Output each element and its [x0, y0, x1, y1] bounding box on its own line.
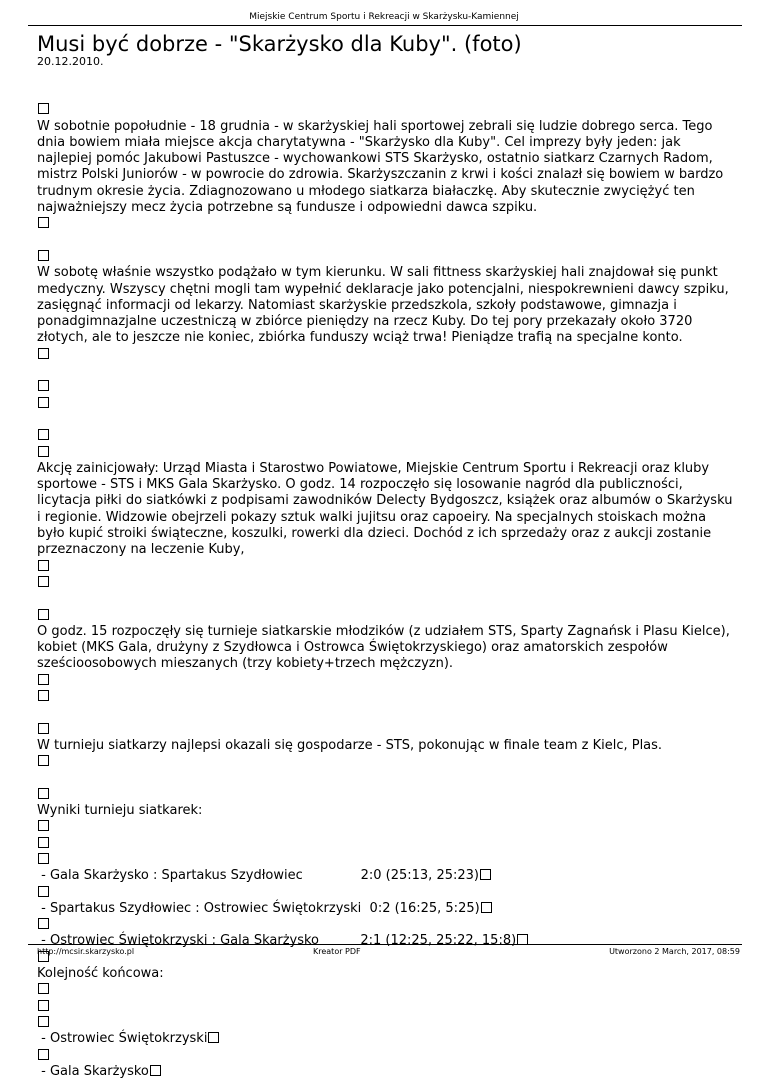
standing-text: - Ostrowiec Świętokrzyski	[37, 1031, 208, 1047]
results-heading: Wyniki turnieju siatkarek:	[37, 803, 203, 819]
spacer-line	[37, 770, 737, 786]
placeholder-box-line	[37, 852, 737, 868]
match-text: - Spartakus Szydłowiec : Ostrowiec Świętokrzyski 0:2 (16:25, 5:25)	[37, 900, 480, 916]
placeholder-box-line	[37, 559, 737, 575]
missing-image-icon	[38, 250, 49, 261]
missing-image-icon	[38, 918, 49, 929]
placeholder-box-line	[37, 608, 737, 624]
placeholder-box-line	[37, 379, 737, 395]
paragraph: W sobotę właśnie wszystko podążało w tym kierunku. W sali fittness skarżyskiej hali znajdował się punkt medyczny. Wszyscy chętni mogli tam wypełnić deklaracje jako potencjalni, niespokrewnieni dawcy szpiku, zasięgnąć informacji od lekarzy. Natomiast skarżyskie przedszkola, szkoły podstawowe, gimnazja i ponadgimnazjalne uczestniczą w zbiórce pieniędzy na rzecz Kuby. Do tej pory przekazały około 3720 złotych, ale to jeszcze nie koniec, zbiórka funduszy wciąż trwa! Pieniądze trafią na specjalne konto.	[37, 265, 729, 346]
missing-image-icon	[480, 869, 491, 880]
missing-image-icon	[38, 1016, 49, 1027]
placeholder-box-line	[37, 722, 737, 738]
missing-image-icon	[38, 1049, 49, 1060]
missing-image-icon	[208, 1032, 219, 1043]
missing-image-icon	[38, 576, 49, 587]
missing-image-icon	[481, 902, 492, 913]
article-body	[37, 86, 737, 1080]
paragraph: W turnieju siatkarzy najlepsi okazali się gospodarze - STS, pokonując w finale team z Kielc, Plas.	[37, 737, 663, 753]
match-result	[37, 901, 737, 917]
final-standings-heading: Kolejność końcowa:	[37, 966, 164, 982]
spacer-line	[37, 86, 737, 102]
placeholder-box-line	[37, 216, 737, 232]
placeholder-box-line	[37, 999, 737, 1015]
article-date: 20.12.2010.	[37, 55, 104, 68]
paragraph: O godz. 15 rozpoczęły się turnieje siatkarskie młodzików (z udziałem STS, Sparty Zagnańsk i Plasu Kielce), kobiet (MKS Gala, drużyny z Szydłowca i Ostrowca Świętokrzyskiego) oraz amatorskich zespołów sześcioosobowych mieszanych (trzy kobiety+trzech mężczyzn).	[37, 623, 730, 672]
missing-image-icon	[38, 217, 49, 228]
header-divider	[28, 25, 742, 26]
placeholder-box-line	[37, 917, 737, 933]
footer-generator: Kreator PDF	[313, 947, 361, 956]
standing-item	[37, 1064, 737, 1080]
placeholder-box-line	[37, 347, 737, 363]
paragraph: Akcję zainicjowały: Urząd Miasta i Starostwo Powiatowe, Miejskie Centrum Sportu i Rekreacji oraz kluby sportowe - STS i MKS Gala Skarżysko. O godz. 14 rozpoczęło się losowanie nagród dla publiczności, licytacja piłki do siatkówki z podpisami zawodników Delecty Bydgoszcz, książek oraz albumów o Skarżysku i regionie. Widzowie obejrzeli pokazy sztuk walki jujitsu oraz capoeiry. Na specjalnych stoiskach można było kupić stroiki świąteczne, koszulki, rowerki dla dzieci. Dochód z ich sprzedaży oraz z aukcji zostanie przeznaczony na leczenie Kuby,	[37, 460, 733, 558]
missing-image-icon	[38, 886, 49, 897]
missing-image-icon	[38, 103, 49, 114]
placeholder-box-line	[37, 689, 737, 705]
missing-image-icon	[38, 723, 49, 734]
standing-text: - Gala Skarżysko	[37, 1063, 149, 1079]
placeholder-box-line	[37, 819, 737, 835]
spacer-line	[37, 412, 737, 428]
placeholder-box-line	[37, 1015, 737, 1031]
placeholder-box-line	[37, 249, 737, 265]
missing-image-icon	[150, 1065, 161, 1076]
placeholder-box-line	[37, 982, 737, 998]
footer-url: http://mcsir.skarzysko.pl	[37, 947, 135, 956]
article-title: Musi być dobrze - "Skarżysko dla Kuby". (foto)	[37, 32, 522, 56]
footer-divider	[28, 944, 742, 945]
footer-created: Utworzono 2 March, 2017, 08:59	[609, 947, 740, 956]
missing-image-icon	[38, 755, 49, 766]
missing-image-icon	[38, 560, 49, 571]
missing-image-icon	[38, 380, 49, 391]
placeholder-box-line	[37, 885, 737, 901]
standing-item	[37, 1031, 737, 1047]
spacer-line	[37, 363, 737, 379]
placeholder-box-line	[37, 445, 737, 461]
placeholder-box-line	[37, 102, 737, 118]
missing-image-icon	[38, 983, 49, 994]
placeholder-box-line	[37, 836, 737, 852]
placeholder-box-line	[37, 673, 737, 689]
missing-image-icon	[38, 446, 49, 457]
placeholder-box-line	[37, 754, 737, 770]
placeholder-box-line	[37, 575, 737, 591]
missing-image-icon	[38, 609, 49, 620]
page-header-title: Miejskie Centrum Sportu i Rekreacji w Skarżysku-Kamiennej	[249, 12, 519, 22]
missing-image-icon	[38, 837, 49, 848]
missing-image-icon	[38, 853, 49, 864]
missing-image-icon	[38, 1000, 49, 1011]
missing-image-icon	[38, 429, 49, 440]
missing-image-icon	[38, 397, 49, 408]
match-result	[37, 868, 737, 884]
match-text: - Ostrowiec Świętokrzyski : Gala Skarżysko 2:1 (12:25, 25:22, 15:8)	[37, 933, 517, 949]
spacer-line	[37, 705, 737, 721]
paragraph: W sobotnie popołudnie - 18 grudnia - w skarżyskiej hali sportowej zebrali się ludzie dobrego serca. Tego dnia bowiem miała miejsce akcja charytatywna - "Skarżysko dla Kuby". Cel imprezy były jeden: jak najlepiej pomóc Jakubowi Pastuszce - wychowankowi STS Skarżysko, ostatnio siatkarz Czarnych Radom, mistrz Polski Juniorów - w powrocie do zdrowia. Skarżyszczanin z krwi i kości znalazł się bowiem w bardzo trudnym okresie życia. Zdiagnozowano u młodego siatkarza białaczkę. Aby skutecznie zwyciężyć ten najważniejszy mecz życia potrzebne są fundusze i odpowiedni dawca szpiku.	[37, 118, 724, 216]
spacer-line	[37, 233, 737, 249]
placeholder-box-line	[37, 787, 737, 803]
placeholder-box-line	[37, 1048, 737, 1064]
missing-image-icon	[38, 690, 49, 701]
placeholder-box-line	[37, 396, 737, 412]
placeholder-box-line	[37, 428, 737, 444]
match-text: - Gala Skarżysko : Spartakus Szydłowiec 2:0 (25:13, 25:23)	[37, 868, 479, 884]
spacer-line	[37, 591, 737, 607]
missing-image-icon	[38, 820, 49, 831]
missing-image-icon	[38, 788, 49, 799]
missing-image-icon	[38, 348, 49, 359]
missing-image-icon	[38, 674, 49, 685]
